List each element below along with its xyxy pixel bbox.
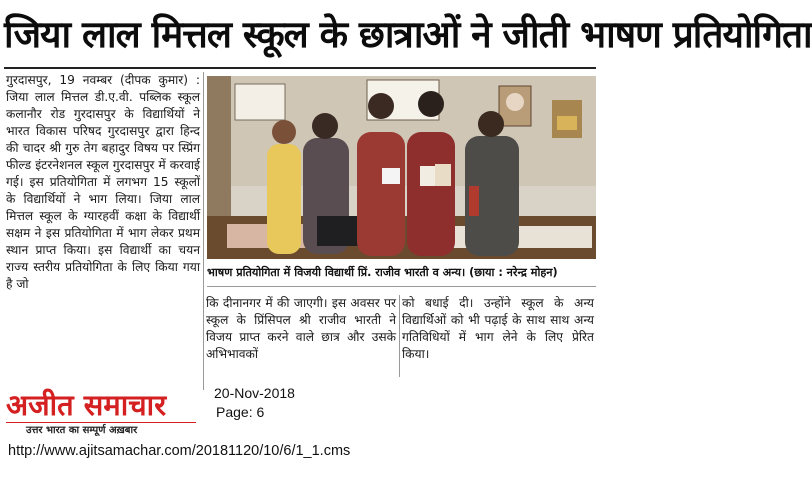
article-column-1 [6,72,200,390]
article-column-2 [206,295,396,377]
photo-caption: भाषण प्रतियोगिता में विजयी विद्यार्थी प्रिं. राजीव भारती व अन्य। (छाया : नरेन्द्र मोहन) [207,266,558,279]
edition-page: Page: 6 [216,404,265,420]
headline: जिया लाल मित्तल स्कूल के छात्राओं ने जीती भाषण प्रतियोगिता [4,12,812,56]
article-photo [207,76,596,259]
column-divider-2 [399,295,400,377]
article-text-2: कि दीनानगर में की जाएगी। इस अवसर पर स्कूल के प्रिंसिपल श्री राजीव भारती ने विजय प्राप्त करने वाले छात्र और उसके अभिभावकों [206,296,396,361]
article-column-3 [402,295,594,377]
column-divider [203,72,204,390]
headline-rule [4,67,596,69]
caption-rule [207,286,596,287]
article-text-1: गुरदासपुर, 19 नवम्बर (दीपक कुमार) : जिया लाल मित्तल डी.ए.वी. पब्लिक स्कूल कलानौर रोड गुरदासपुर के विद्यार्थियों ने भारत विकास परिषद गुरदासपुर द्वारा हिन्द की चादर श्री गुरु तेग बहादुर विषय पर स्प्रिंग फील्ड इंटरनेशनल स्कूल गुरदासपुर में करवाई गई। इस प्रतियोगिता में लगभग 15 स्कूलों के विद्यार्थियों ने भाग लिया। जिया लाल मित्तल स्कूल के ग्यारहवीं कक्षा के विद्यार्थी सक्षम ने इस प्रतियोगिता में भाग लेकर प्रथम स्थान प्राप्त किया। इस विद्यार्थी का चयन राज्य स्तरीय प्रतियोगिता के लिए किया गया है जो [6,73,200,291]
article-text-3: को बधाई दी। उन्होंने स्कूल के अन्य विद्यार्थिओं को भी पढ़ाई के साथ साथ अन्य गतिविधियों में भाग लेने के लिए प्रेरित किया। [402,296,594,361]
edition-date: 20-Nov-2018 [214,385,295,401]
newspaper-logo: अजीत समाचार [6,388,167,422]
newspaper-tagline: उत्तर भारत का सम्पूर्ण अख़बार [26,425,138,436]
source-url[interactable]: http://www.ajitsamachar.com/20181120/10/6/1_1.cms [8,443,351,459]
